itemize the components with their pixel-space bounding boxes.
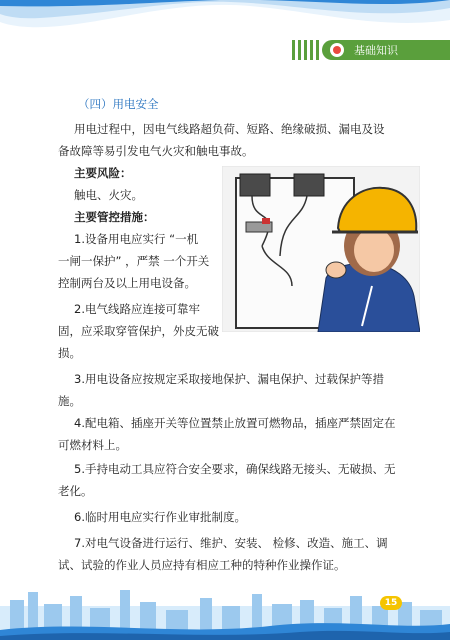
measure-item-2 — [58, 298, 222, 364]
item-2-line-1: 2.电气线路应连接可靠牢 — [74, 302, 200, 316]
item-2-line-2: 固，应采取穿管保护，外皮无破 — [58, 324, 219, 338]
electrician-illustration — [222, 166, 420, 332]
measure-item-4 — [58, 412, 408, 456]
item-5-line-2: 老化。 — [58, 484, 93, 498]
measure-item-6 — [58, 506, 408, 528]
item-1-line-1: 1.设备用电应实行 “一机 — [74, 232, 199, 246]
intro-paragraph — [58, 118, 408, 162]
city-skyline-decoration — [0, 586, 450, 640]
risk-text: 触电、火灾。 — [74, 188, 143, 202]
item-7-line-1: 7.对电气设备进行运行、维护、安装、 检修、改造、施工、调 — [74, 536, 388, 550]
item-4-line-2: 可燃材料上。 — [58, 438, 127, 452]
page-number-badge: 15 — [380, 596, 402, 610]
item-3-line-2: 施。 — [58, 394, 81, 408]
item-5-line-1: 5.手持电动工具应符合安全要求，确保线路无接头、无破损、无 — [74, 462, 396, 476]
measure-item-7 — [58, 532, 408, 576]
intro-line-2: 备故障等易引发电气火灾和触电事故。 — [58, 144, 254, 158]
measure-item-5 — [58, 458, 408, 502]
item-7-line-2: 试、试验的作业人员应持有相应工种的特种作业操作证。 — [58, 558, 346, 572]
measure-item-1 — [58, 228, 222, 294]
item-2-line-3: 损。 — [58, 346, 81, 360]
item-3-line-1: 3.用电设备应按规定采取接地保护、漏电保护、过载保护等措 — [74, 372, 384, 386]
item-4-line-1: 4.配电箱、插座开关等位置禁止放置可燃物品，插座严禁固定在 — [74, 416, 396, 430]
header-stripes — [292, 40, 320, 60]
intro-line-1: 用电过程中，因电气线路超负荷、短路、绝缘破损、漏电及设 — [74, 122, 385, 136]
measures-heading: 主要管控措施： — [74, 210, 155, 224]
safety-logo-icon — [330, 43, 344, 57]
risk-heading: 主要风险： — [74, 166, 132, 180]
header-label: 基础知识 — [354, 44, 398, 57]
item-1-line-3: 控制两台及以上用电设备。 — [58, 276, 196, 290]
item-6-line-1: 6.临时用电应实行作业审批制度。 — [74, 510, 246, 524]
item-1-line-2: 一闸一保护” ，严禁 一个开关 — [58, 254, 210, 268]
section-title: （四）用电安全 — [78, 97, 159, 111]
measure-item-3 — [58, 368, 408, 412]
section-header-tab — [322, 40, 450, 60]
